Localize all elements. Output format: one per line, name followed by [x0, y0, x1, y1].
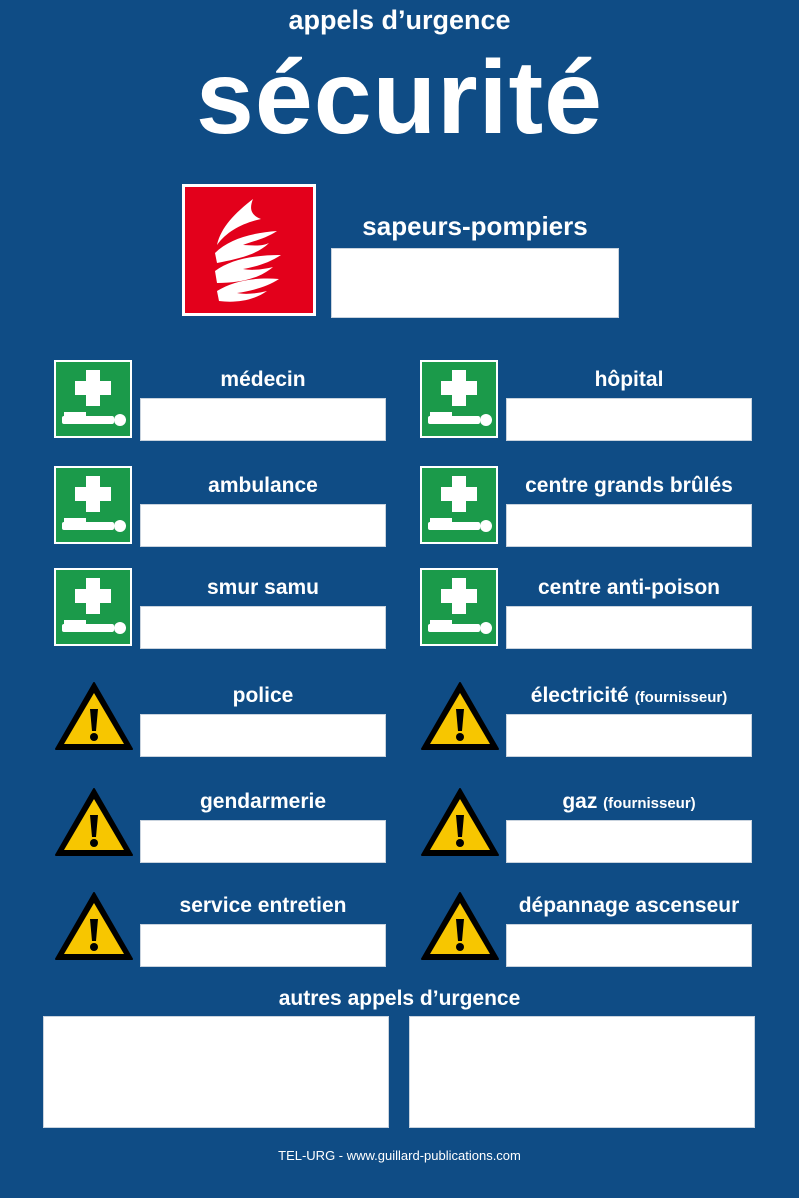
entry-label-note: (fournisseur)	[634, 689, 728, 706]
entry-label	[506, 894, 752, 918]
first-aid-icon	[420, 360, 498, 438]
entry-label-text: gendarmerie	[199, 790, 327, 813]
phone-number-field[interactable]	[140, 606, 386, 649]
entry-label	[506, 790, 752, 814]
fire-brigade-label: sapeurs-pompiers	[362, 211, 588, 241]
entry-label-text: hôpital	[594, 368, 664, 391]
warning-icon	[420, 787, 500, 857]
entry-label-text: gaz	[562, 790, 598, 813]
first-aid-icon	[54, 466, 132, 544]
first-aid-icon	[420, 568, 498, 646]
entry-label	[506, 684, 752, 708]
phone-number-field[interactable]	[506, 606, 752, 649]
entry-label-text: centre grands brûlés	[525, 474, 733, 497]
entry-label-text: centre anti-poison	[537, 576, 721, 599]
phone-number-field[interactable]	[140, 398, 386, 441]
entry-label	[140, 576, 386, 600]
phone-number-field[interactable]	[506, 398, 752, 441]
entry-label	[140, 474, 386, 498]
entry-label	[506, 368, 752, 392]
entry-label-text: smur samu	[206, 576, 320, 599]
page-title: sécurité	[196, 40, 603, 156]
phone-number-field[interactable]	[140, 820, 386, 863]
phone-number-field[interactable]	[506, 924, 752, 967]
phone-number-field[interactable]	[506, 820, 752, 863]
entry-label-text: dépannage ascenseur	[518, 894, 740, 917]
other-calls-field-1[interactable]	[43, 1016, 389, 1128]
footer-credit: TEL-URG - www.guillard-publications.com	[278, 1148, 521, 1163]
entry-label-text: électricité	[530, 684, 629, 707]
fire-icon	[181, 183, 317, 317]
entry-label-text: médecin	[220, 368, 306, 391]
entry-label	[506, 474, 752, 498]
entry-label	[506, 576, 752, 600]
first-aid-icon	[54, 360, 132, 438]
entry-label	[140, 368, 386, 392]
entry-label-text: police	[232, 684, 294, 707]
entry-label	[140, 894, 386, 918]
entry-label-note: (fournisseur)	[603, 795, 696, 812]
entry-label	[140, 790, 386, 814]
first-aid-icon	[420, 466, 498, 544]
fire-brigade-number-field[interactable]	[331, 248, 619, 318]
other-calls-field-2[interactable]	[409, 1016, 755, 1128]
phone-number-field[interactable]	[140, 504, 386, 547]
phone-number-field[interactable]	[506, 504, 752, 547]
warning-icon	[420, 681, 500, 751]
warning-icon	[54, 891, 134, 961]
warning-icon	[420, 891, 500, 961]
phone-number-field[interactable]	[140, 714, 386, 757]
phone-number-field[interactable]	[506, 714, 752, 757]
entry-label	[140, 684, 386, 708]
subtitle: appels d’urgence	[288, 5, 511, 35]
entry-label-text: ambulance	[208, 474, 318, 497]
warning-icon	[54, 681, 134, 751]
first-aid-icon	[54, 568, 132, 646]
phone-number-field[interactable]	[140, 924, 386, 967]
warning-icon	[54, 787, 134, 857]
entry-label-text: service entretien	[179, 894, 347, 917]
other-calls-label: autres appels d’urgence	[278, 987, 521, 1010]
